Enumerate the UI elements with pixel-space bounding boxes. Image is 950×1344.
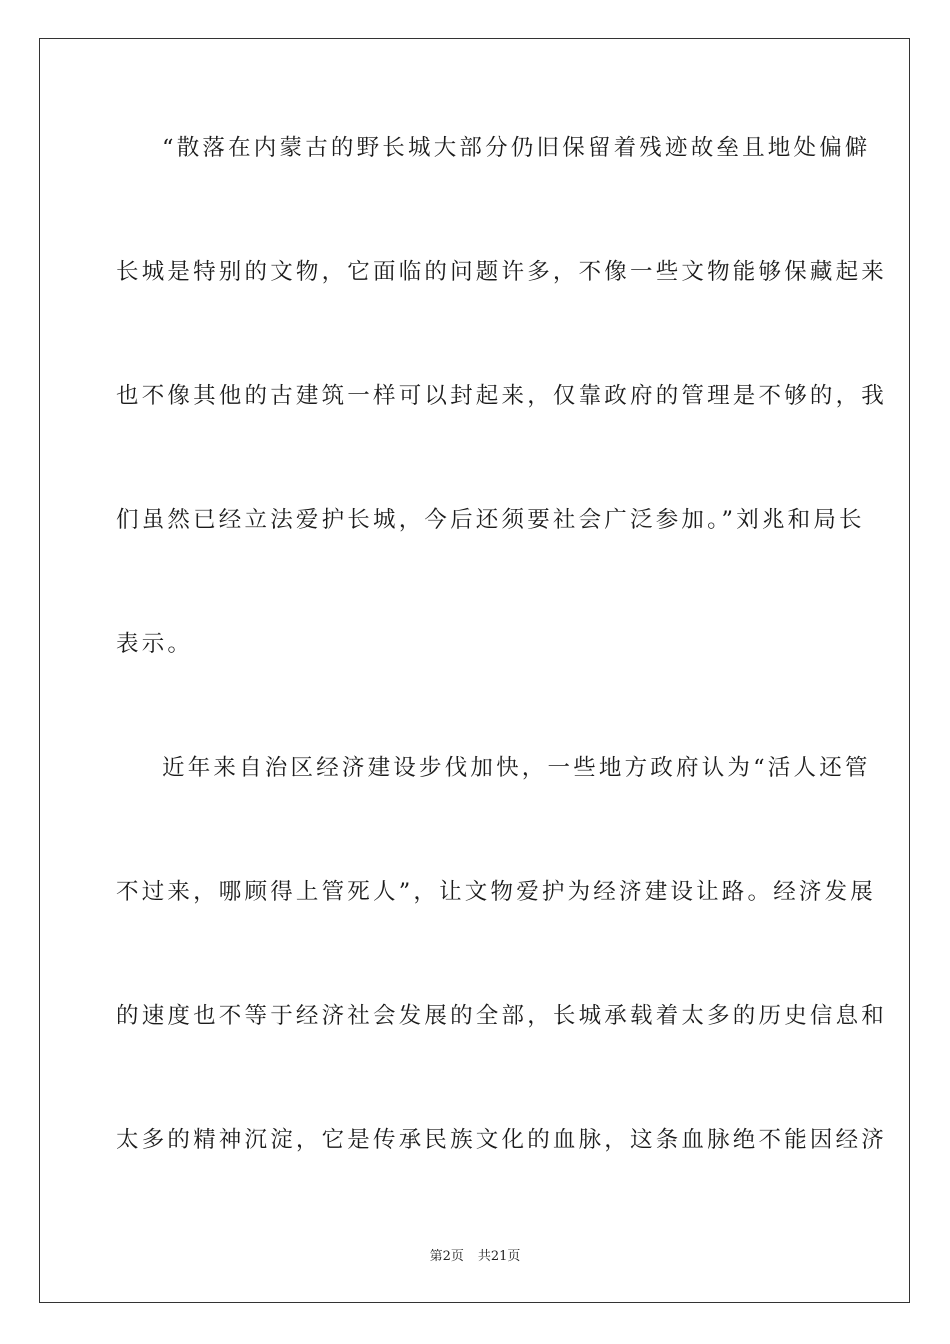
- paragraph-line: 表示。: [116, 631, 194, 657]
- page-border: [39, 38, 910, 1303]
- paragraph-line: 不过来，哪顾得上管死人”，让文物爱护为经济建设让路。经济发展: [116, 879, 877, 905]
- page-footer: [0, 1248, 950, 1266]
- paragraph-line: 的速度也不等于经济社会发展的全部，长城承载着太多的历史信息和: [116, 1003, 888, 1029]
- paragraph-line: 太多的精神沉淀，它是传承民族文化的血脉，这条血脉绝不能因经济: [116, 1127, 888, 1153]
- paragraph-line: “散落在内蒙古的野长城大部分仍旧保留着残迹故垒且地处偏僻: [162, 135, 871, 161]
- paragraph-line: 近年来自治区经济建设步伐加快，一些地方政府认为“活人还管: [162, 755, 871, 781]
- page-number: 第2页: [429, 1249, 464, 1264]
- paragraph-line: 长城是特别的文物，它面临的问题许多，不像一些文物能够保藏起来: [116, 259, 888, 285]
- paragraph-line: 也不像其他的古建筑一样可以封起来，仅靠政府的管理是不够的，我: [116, 383, 888, 409]
- paragraph-line: 们虽然已经立法爱护长城，今后还须要社会广泛参加。”刘兆和局长: [116, 507, 865, 533]
- total-pages: 共21页: [477, 1249, 521, 1264]
